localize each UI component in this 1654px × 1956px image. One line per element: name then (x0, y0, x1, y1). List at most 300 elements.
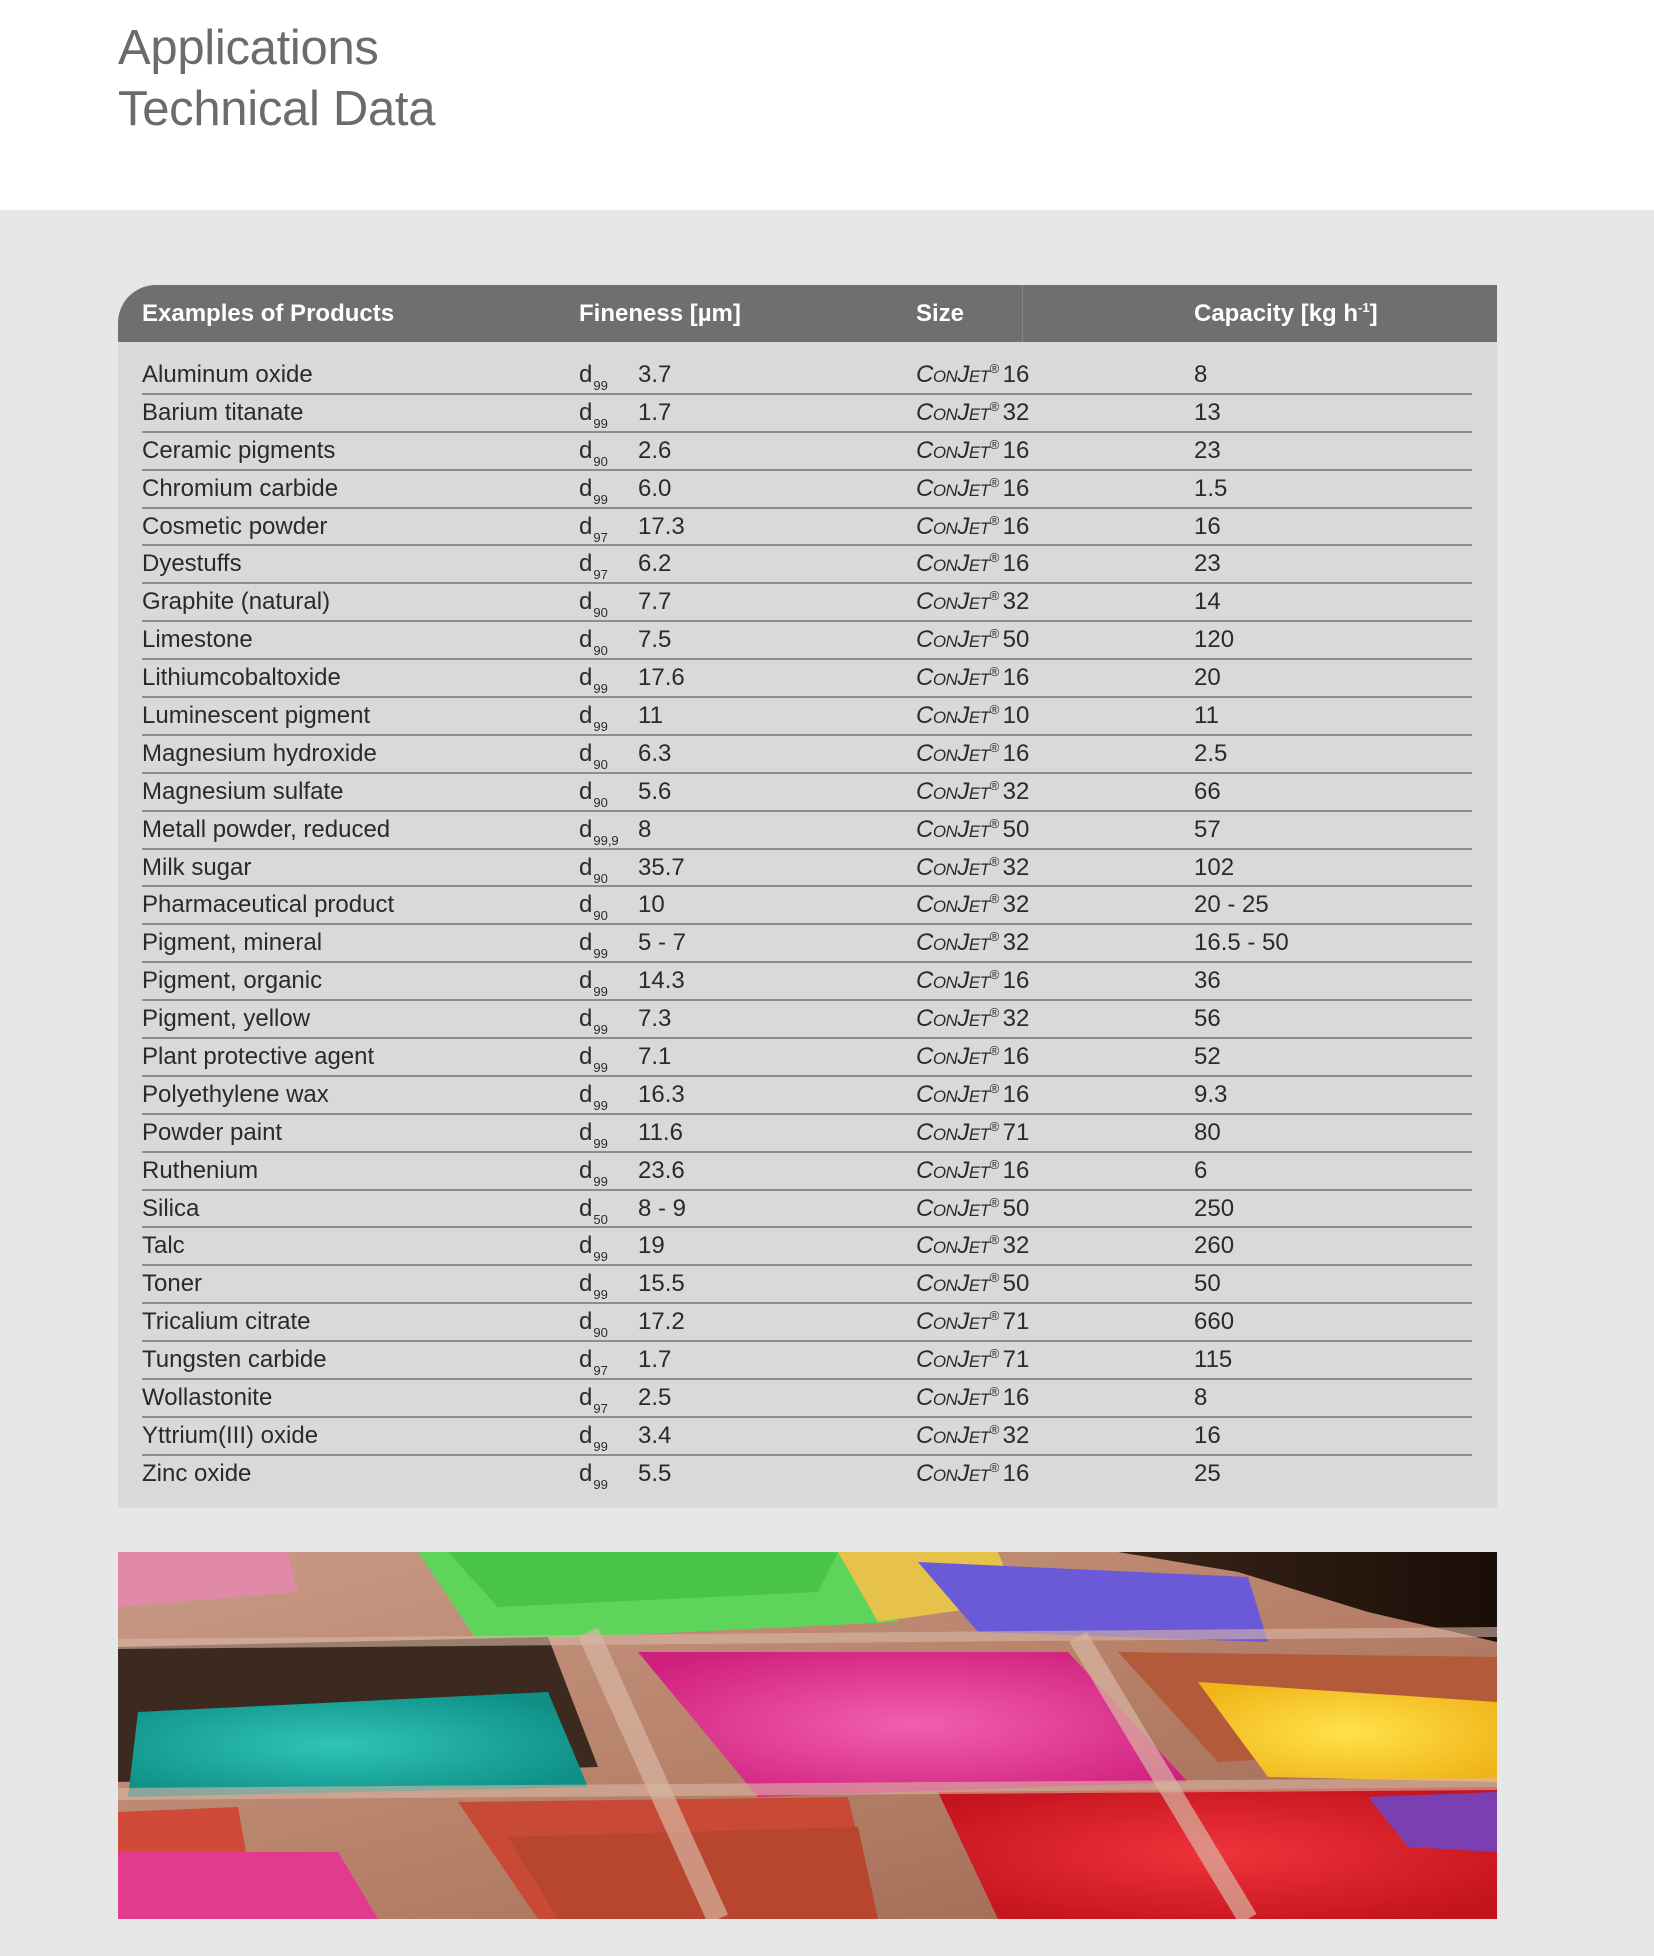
fineness-cell (579, 509, 685, 545)
table-row (118, 660, 1497, 698)
table-row (118, 1077, 1497, 1115)
fineness-value: 2.6 (638, 436, 672, 464)
fineness-d: d (579, 1232, 593, 1260)
size-value: 32 (1002, 777, 1030, 805)
registered-mark: ® (989, 1384, 999, 1400)
fineness-d: d (579, 929, 593, 957)
brand-name: ConJet (916, 1194, 990, 1222)
fineness-percentile: 99 (593, 1097, 608, 1113)
column-header-fineness: Fineness [µm] (579, 300, 741, 327)
size-value: 71 (1002, 1308, 1030, 1336)
registered-mark: ® (989, 891, 999, 907)
fineness-percentile: 99 (593, 1022, 608, 1038)
registered-mark: ® (989, 1156, 999, 1172)
table-row (118, 1115, 1497, 1153)
registered-mark: ® (989, 1194, 999, 1210)
brand-name: ConJet (916, 1308, 990, 1336)
table-row (118, 736, 1497, 774)
table-row (118, 471, 1497, 509)
fineness-d: d (579, 1080, 593, 1108)
size-value: 50 (1002, 1194, 1030, 1222)
table-row (118, 1456, 1497, 1494)
product-name: Tricalium citrate (142, 1308, 311, 1336)
fineness-percentile: 99 (593, 1060, 608, 1076)
brand-name: ConJet (916, 474, 990, 502)
fineness-cell (579, 1304, 685, 1341)
fineness-percentile: 99 (593, 1438, 608, 1454)
capacity-value: 8 (1194, 1384, 1208, 1412)
capacity-value: 13 (1194, 398, 1221, 426)
size-value: 32 (1002, 1421, 1030, 1449)
table-row (118, 887, 1497, 925)
table-row (118, 357, 1497, 395)
fineness-percentile: 99 (593, 984, 608, 1000)
fineness-value: 11.6 (638, 1118, 683, 1146)
fineness-d: d (579, 512, 593, 540)
fineness-d: d (579, 1043, 593, 1071)
fineness-cell (579, 812, 652, 848)
size-cell (916, 1228, 1029, 1264)
fineness-cell (579, 584, 672, 621)
table-row (118, 509, 1497, 547)
capacity-value: 23 (1194, 550, 1221, 578)
product-name: Plant protective agent (142, 1043, 375, 1071)
fineness-d: d (579, 550, 593, 578)
size-cell (916, 433, 1029, 469)
size-value: 16 (1002, 436, 1030, 464)
table-row (118, 1153, 1497, 1191)
table-row (118, 925, 1497, 963)
registered-mark: ® (989, 1043, 999, 1059)
fineness-cell (579, 1115, 683, 1151)
size-value: 16 (1002, 474, 1030, 502)
fineness-d: d (579, 777, 593, 805)
fineness-cell (579, 1191, 687, 1227)
capacity-value: 20 - 25 (1194, 891, 1269, 919)
size-value: 16 (1002, 967, 1030, 995)
product-name: Milk sugar (142, 853, 252, 881)
fineness-cell (579, 1039, 672, 1076)
fineness-percentile: 90 (593, 453, 608, 469)
column-header-product: Examples of Products (142, 300, 395, 327)
size-value: 71 (1002, 1118, 1030, 1146)
fineness-cell (579, 1153, 685, 1189)
registered-mark: ® (989, 512, 999, 528)
size-value: 50 (1002, 1270, 1030, 1298)
fineness-d: d (579, 474, 593, 502)
capacity-value: 16.5 - 50 (1194, 929, 1289, 957)
capacity-value: 11 (1194, 702, 1219, 730)
product-name: Luminescent pigment (142, 702, 371, 730)
capacity-value: 66 (1194, 777, 1221, 805)
table-row (118, 395, 1497, 433)
brand-name: ConJet (916, 1384, 990, 1412)
fineness-value: 17.6 (638, 664, 685, 692)
product-name: Tungsten carbide (142, 1346, 327, 1374)
size-cell (916, 1039, 1029, 1075)
fineness-percentile: 99 (593, 1287, 608, 1303)
product-name: Wollastonite (142, 1384, 273, 1412)
size-cell (916, 925, 1029, 961)
capacity-value: 16 (1194, 512, 1221, 540)
table-row (118, 622, 1497, 660)
registered-mark: ® (989, 1005, 999, 1021)
size-cell (916, 812, 1029, 848)
fineness-cell (579, 850, 685, 886)
table-row (118, 433, 1497, 471)
table-row (118, 1266, 1497, 1304)
fineness-percentile: 50 (593, 1211, 608, 1227)
fineness-value: 5 - 7 (638, 929, 687, 957)
fineness-value: 1.7 (638, 1346, 672, 1374)
size-cell (916, 1418, 1029, 1454)
registered-mark: ® (989, 626, 999, 642)
fineness-cell (579, 1380, 672, 1417)
fineness-percentile: 99,9 (593, 832, 619, 848)
product-name: Polyethylene wax (142, 1080, 329, 1108)
registered-mark: ® (989, 550, 999, 566)
brand-name: ConJet (916, 1080, 990, 1108)
product-name: Barium titanate (142, 398, 304, 426)
capacity-label: Capacity [kg h (1194, 300, 1359, 327)
fineness-d: d (579, 1384, 593, 1412)
registered-mark: ® (989, 1270, 999, 1286)
capacity-value: 23 (1194, 436, 1221, 464)
product-name: Powder paint (142, 1118, 283, 1146)
size-cell (916, 1342, 1029, 1378)
registered-mark: ® (989, 361, 999, 376)
fineness-value: 6.3 (638, 739, 672, 767)
product-name: Yttrium(III) oxide (142, 1421, 319, 1449)
size-cell (916, 660, 1029, 696)
product-name: Ceramic pigments (142, 436, 336, 464)
registered-mark: ® (989, 1421, 999, 1437)
size-cell (916, 1266, 1029, 1302)
fineness-value: 5.6 (638, 777, 672, 805)
capacity-value: 25 (1194, 1459, 1221, 1487)
size-value: 71 (1002, 1346, 1030, 1374)
fineness-cell (579, 698, 663, 735)
fineness-d: d (579, 967, 593, 995)
registered-mark: ® (989, 1459, 999, 1475)
size-cell (916, 546, 1029, 582)
table-row (118, 774, 1497, 812)
fineness-d: d (579, 1459, 593, 1487)
table-row (118, 1304, 1497, 1342)
capacity-value: 16 (1194, 1421, 1221, 1449)
brand-name: ConJet (916, 1346, 990, 1374)
fineness-cell (579, 1342, 672, 1379)
registered-mark: ® (989, 777, 999, 793)
size-value: 16 (1002, 739, 1030, 767)
fineness-cell (579, 660, 685, 697)
fineness-value: 7.3 (638, 1005, 672, 1033)
size-value: 32 (1002, 929, 1030, 957)
registered-mark: ® (989, 1308, 999, 1324)
product-name: Magnesium hydroxide (142, 739, 377, 767)
fineness-percentile: 90 (593, 908, 608, 924)
table-row (118, 698, 1497, 736)
capacity-value: 115 (1194, 1346, 1233, 1374)
capacity-exponent: -1 (1358, 300, 1370, 315)
table-row (118, 1342, 1497, 1380)
size-cell (916, 1077, 1029, 1113)
fineness-percentile: 99 (593, 946, 608, 962)
brand-name: ConJet (916, 853, 990, 881)
size-value: 16 (1002, 1080, 1030, 1108)
fineness-cell (579, 736, 672, 772)
fineness-value: 7.5 (638, 626, 672, 654)
fineness-cell (579, 546, 672, 583)
size-value: 50 (1002, 626, 1030, 654)
registered-mark: ® (989, 702, 999, 718)
fineness-d: d (579, 1421, 593, 1449)
capacity-value: 52 (1194, 1043, 1221, 1071)
product-name: Talc (142, 1232, 185, 1260)
size-cell (916, 736, 1029, 772)
size-value: 16 (1002, 361, 1030, 388)
fineness-percentile: 90 (593, 643, 608, 659)
capacity-value: 102 (1194, 853, 1235, 881)
fineness-percentile: 97 (593, 529, 608, 545)
brand-name: ConJet (916, 512, 990, 540)
size-value: 50 (1002, 815, 1030, 843)
fineness-d: d (579, 1346, 593, 1374)
fineness-d: d (579, 815, 593, 843)
fineness-cell (579, 622, 672, 659)
capacity-value: 250 (1194, 1194, 1235, 1222)
capacity-value: 660 (1194, 1308, 1235, 1336)
size-cell (916, 1191, 1029, 1227)
capacity-value: 2.5 (1194, 739, 1228, 767)
brand-name: ConJet (916, 739, 990, 767)
fineness-percentile: 99 (593, 1249, 608, 1265)
fineness-percentile: 90 (593, 870, 608, 886)
brand-name: ConJet (916, 777, 990, 805)
fineness-d: d (579, 891, 593, 919)
product-name: Pharmaceutical product (142, 891, 395, 919)
fineness-cell (579, 1077, 685, 1113)
table-row (118, 812, 1497, 850)
page-title-line-1: Applications (118, 21, 379, 75)
brand-name: ConJet (916, 702, 990, 730)
capacity-value: 260 (1194, 1232, 1235, 1260)
fineness-value: 19 (638, 1232, 665, 1260)
table-row (118, 546, 1497, 584)
fineness-cell (579, 1001, 672, 1038)
capacity-value: 56 (1194, 1005, 1221, 1033)
fineness-value: 23.6 (638, 1156, 685, 1184)
fineness-cell (579, 1228, 665, 1265)
brand-name: ConJet (916, 550, 990, 578)
brand-name: ConJet (916, 891, 990, 919)
size-value: 16 (1002, 1384, 1030, 1412)
table-row (118, 1039, 1497, 1077)
fineness-percentile: 99 (593, 681, 608, 697)
fineness-cell (579, 433, 672, 469)
fineness-d: d (579, 1270, 593, 1298)
fineness-d: d (579, 398, 593, 426)
fineness-value: 6.0 (638, 474, 672, 502)
fineness-d: d (579, 853, 593, 881)
product-name: Metall powder, reduced (142, 815, 391, 843)
table-row (118, 1001, 1497, 1039)
size-cell (916, 774, 1029, 810)
capacity-value: 50 (1194, 1270, 1221, 1298)
registered-mark: ® (989, 967, 999, 983)
fineness-d: d (579, 1005, 593, 1033)
size-cell (916, 1153, 1029, 1189)
column-header-capacity (1194, 285, 1378, 342)
fineness-d: d (579, 1118, 593, 1146)
capacity-value: 57 (1194, 815, 1221, 843)
fineness-cell (579, 395, 672, 431)
fineness-percentile: 90 (593, 756, 608, 772)
fineness-percentile: 99 (593, 719, 608, 735)
brand-name: ConJet (916, 1459, 990, 1487)
size-value: 32 (1002, 891, 1030, 919)
fineness-value: 10 (638, 891, 665, 919)
fineness-percentile: 99 (593, 378, 608, 393)
fineness-d: d (579, 664, 593, 692)
size-cell (916, 1001, 1029, 1037)
size-cell (916, 622, 1029, 658)
size-cell (916, 471, 1029, 507)
fineness-d: d (579, 1156, 593, 1184)
size-cell (916, 963, 1029, 999)
table-row (118, 850, 1497, 888)
registered-mark: ® (989, 1232, 999, 1248)
size-value: 32 (1002, 1005, 1030, 1033)
fineness-percentile: 90 (593, 605, 608, 621)
size-cell (916, 584, 1029, 620)
capacity-value: 120 (1194, 626, 1235, 654)
product-name: Magnesium sulfate (142, 777, 344, 805)
registered-mark: ® (989, 1118, 999, 1134)
table-header-row (118, 285, 1497, 342)
brand-name: ConJet (916, 588, 990, 616)
table-row (118, 1380, 1497, 1418)
fineness-value: 35.7 (638, 853, 685, 881)
fineness-d: d (579, 1308, 593, 1336)
size-cell (916, 887, 1029, 923)
fineness-d: d (579, 702, 593, 730)
size-value: 16 (1002, 550, 1030, 578)
fineness-value: 15.5 (638, 1270, 685, 1298)
product-name: Pigment, mineral (142, 929, 323, 957)
fineness-value: 6.2 (638, 550, 672, 578)
brand-name: ConJet (916, 929, 990, 957)
fineness-cell (579, 925, 687, 962)
size-cell (916, 1115, 1029, 1151)
header-divider (1022, 285, 1023, 342)
fineness-percentile: 99 (593, 491, 608, 507)
fineness-cell (579, 471, 672, 507)
product-name: Ruthenium (142, 1156, 259, 1184)
page-title-line-2: Technical Data (118, 82, 436, 136)
brand-name: ConJet (916, 1270, 990, 1298)
fineness-percentile: 99 (593, 1135, 608, 1151)
product-name: Toner (142, 1270, 203, 1298)
capacity-value: 20 (1194, 664, 1221, 692)
fineness-value: 3.4 (638, 1421, 672, 1449)
fineness-cell (579, 357, 672, 393)
product-name: Cosmetic powder (142, 512, 328, 540)
product-name: Chromium carbide (142, 474, 339, 502)
size-value: 16 (1002, 1156, 1030, 1184)
product-name: Pigment, yellow (142, 1005, 311, 1033)
fineness-cell (579, 963, 685, 1000)
fineness-value: 8 (638, 815, 652, 843)
registered-mark: ® (989, 436, 999, 452)
size-cell (916, 357, 1029, 393)
size-value: 16 (1002, 1043, 1030, 1071)
brand-name: ConJet (916, 1156, 990, 1184)
brand-name: ConJet (916, 664, 990, 692)
table-row (118, 584, 1497, 622)
size-value: 32 (1002, 588, 1030, 616)
fineness-percentile: 99 (593, 415, 608, 431)
capacity-value: 8 (1194, 361, 1208, 388)
table-row (118, 1418, 1497, 1456)
page-header (0, 0, 1654, 210)
size-cell (916, 1456, 1029, 1492)
product-name: Limestone (142, 626, 253, 654)
registered-mark: ® (989, 853, 999, 869)
fineness-cell (579, 1456, 672, 1492)
registered-mark: ® (989, 664, 999, 680)
fineness-percentile: 99 (593, 1476, 608, 1492)
fineness-percentile: 97 (593, 1401, 608, 1417)
registered-mark: ® (989, 588, 999, 604)
column-header-size: Size (916, 300, 965, 327)
brand-name: ConJet (916, 815, 990, 843)
pigment-trays-image (118, 1552, 1497, 1919)
size-value: 32 (1002, 853, 1030, 881)
brand-name: ConJet (916, 398, 990, 426)
fineness-value: 14.3 (638, 967, 685, 995)
fineness-value: 1.7 (638, 398, 672, 426)
fineness-cell (579, 887, 665, 924)
registered-mark: ® (989, 398, 999, 414)
fineness-cell (579, 1266, 685, 1303)
product-name: Aluminum oxide (142, 361, 313, 388)
brand-name: ConJet (916, 967, 990, 995)
capacity-value: 1.5 (1194, 474, 1228, 502)
fineness-d: d (579, 1194, 593, 1222)
size-cell (916, 1380, 1029, 1416)
product-name: Graphite (natural) (142, 588, 331, 616)
registered-mark: ® (989, 739, 999, 755)
capacity-bracket: ] (1369, 300, 1378, 327)
product-name: Lithiumcobaltoxide (142, 664, 341, 692)
capacity-value: 9.3 (1194, 1080, 1228, 1108)
capacity-value: 6 (1194, 1156, 1208, 1184)
brand-name: ConJet (916, 626, 990, 654)
fineness-d: d (579, 361, 593, 388)
brand-name: ConJet (916, 1043, 990, 1071)
fineness-value: 17.3 (638, 512, 685, 540)
fineness-d: d (579, 626, 593, 654)
product-name: Dyestuffs (142, 550, 242, 578)
fineness-percentile: 97 (593, 567, 608, 583)
size-cell (916, 1304, 1029, 1340)
fineness-d: d (579, 739, 593, 767)
brand-name: ConJet (916, 361, 990, 388)
technical-data-table (118, 285, 1497, 1508)
fineness-d: d (579, 588, 593, 616)
registered-mark: ® (989, 1346, 999, 1362)
